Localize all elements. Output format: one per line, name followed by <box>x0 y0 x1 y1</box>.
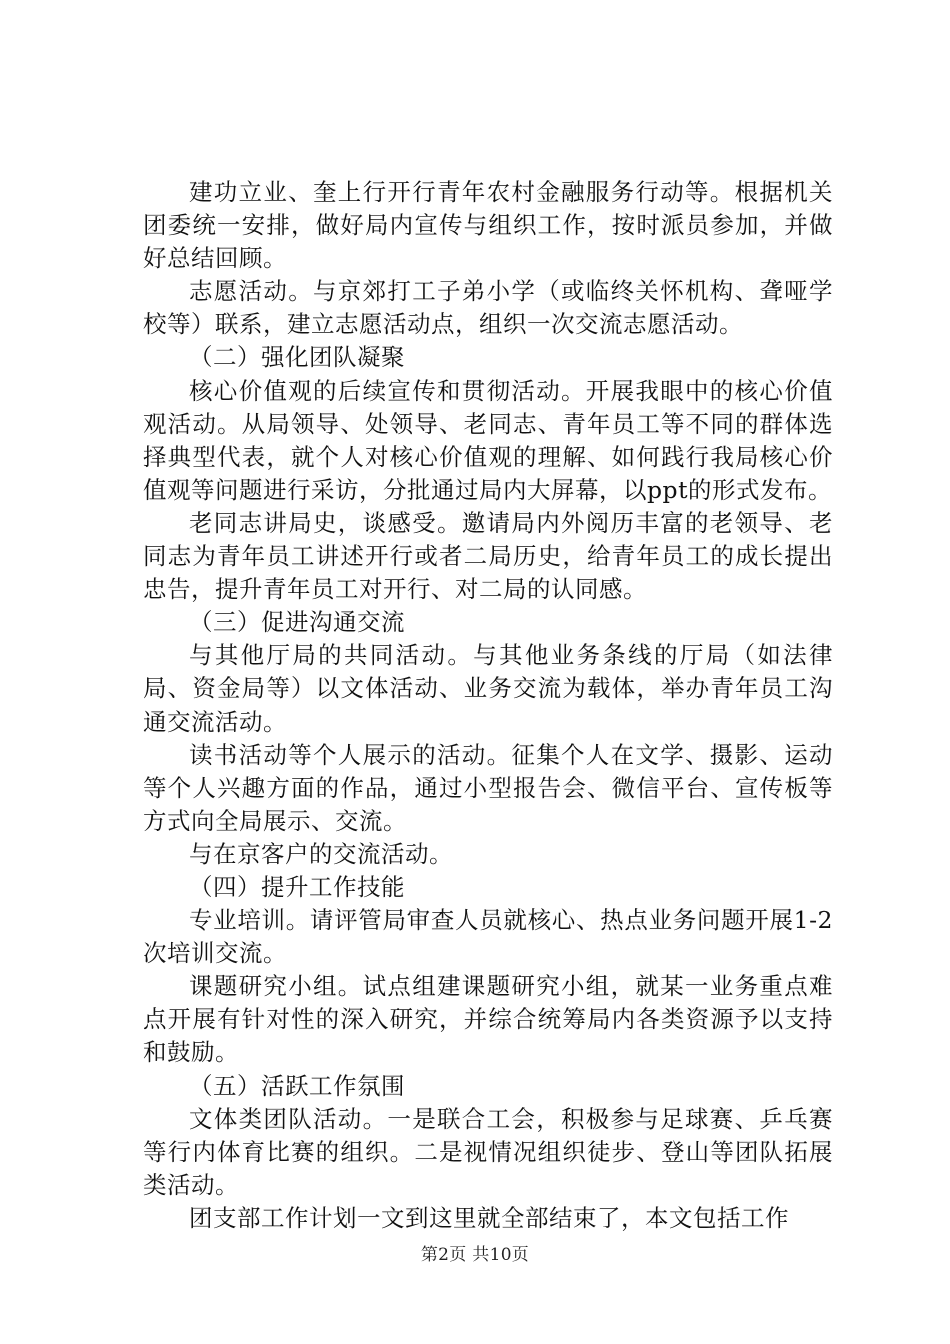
paragraph: 专业培训。请评管局审查人员就核心、热点业务问题开展1-2次培训交流。 <box>143 906 833 968</box>
paragraph: 文体类团队活动。一是联合工会，积极参与足球赛、乒乓赛等行内体育比赛的组织。二是视情况组织徒步、登山等团队拓展类活动。 <box>143 1104 833 1199</box>
paragraph: 课题研究小组。试点组建课题研究小组，就某一业务重点难点开展有针对性的深入研究，并综合统筹局内各类资源予以支持和鼓励。 <box>143 972 833 1067</box>
section-heading: （二）强化团队凝聚 <box>189 343 405 372</box>
section-heading: （五）活跃工作氛围 <box>189 1071 405 1100</box>
paragraph: 老同志讲局史，谈感受。邀请局内外阅历丰富的老领导、老同志为青年员工讲述开行或者二局历史，给青年员工的成长提出忠告，提升青年员工对开行、对二局的认同感。 <box>143 508 833 604</box>
paragraph: 读书活动等个人展示的活动。征集个人在文学、摄影、运动等个人兴趣方面的作品，通过小型报告会、微信平台、宣传板等方式向全局展示、交流。 <box>143 740 833 835</box>
section-heading: （四）提升工作技能 <box>189 872 405 901</box>
paragraph: 团支部工作计划一文到这里就全部结束了，本文包括工作 <box>189 1203 789 1232</box>
document-body <box>143 176 833 1235</box>
paragraph: 建功立业、奎上行开行青年农村金融服务行动等。根据机关团委统一安排，做好局内宣传与组织工作，按时派员参加，并做好总结回顾。 <box>143 178 833 273</box>
paragraph: 核心价值观的后续宣传和贯彻活动。开展我眼中的核心价值观活动。从局领导、处领导、老同志、青年员工等不同的群体选择典型代表，就个人对核心价值观的理解、如何践行我局核心价值观等问题进行采访，分批通过局内大屏幕，以ppt的形式发布。 <box>143 376 833 504</box>
section-heading: （三）促进沟通交流 <box>189 608 405 637</box>
paragraph: 志愿活动。与京郊打工子弟小学（或临终关怀机构、聋哑学校等）联系，建立志愿活动点，组织一次交流志愿活动。 <box>143 277 833 339</box>
paragraph: 与在京客户的交流活动。 <box>189 839 453 868</box>
page-number-footer: 第2页 共10页 <box>420 1245 530 1265</box>
paragraph: 与其他厅局的共同活动。与其他业务条线的厅局（如法律局、资金局等）以文体活动、业务交流为载体，举办青年员工沟通交流活动。 <box>143 641 833 736</box>
